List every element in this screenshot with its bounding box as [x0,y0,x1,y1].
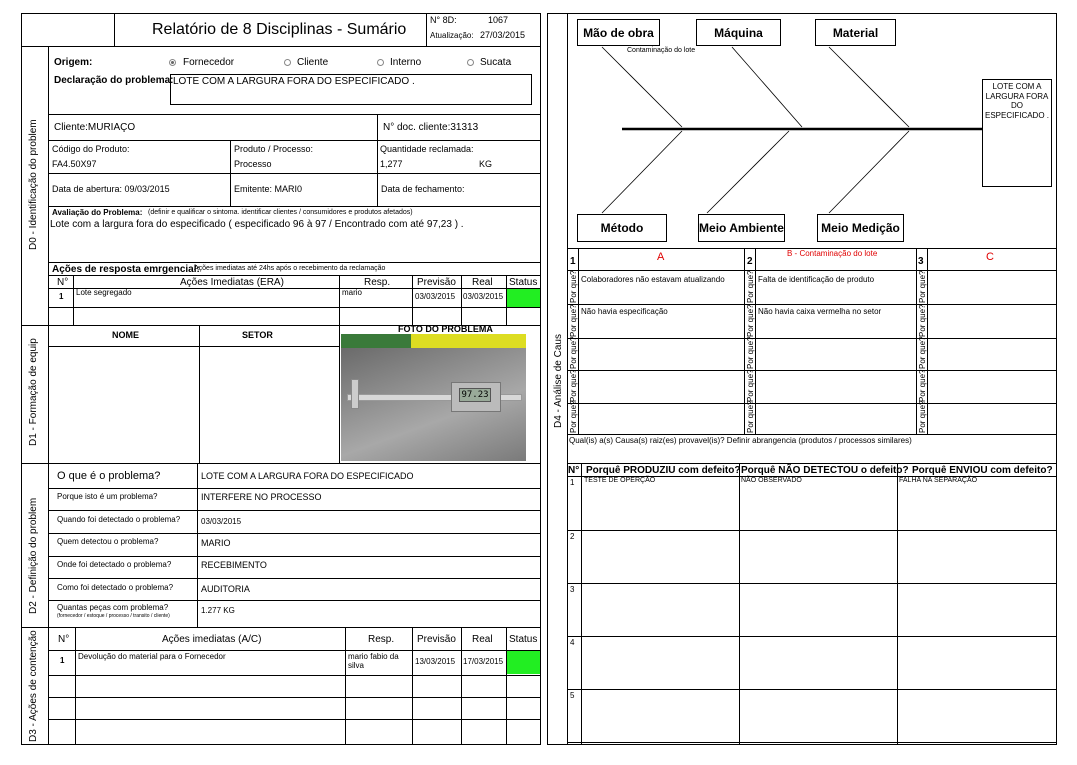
d2-q4: Quem detectou o problema? [57,537,159,546]
porque-c1: Por que? [918,270,927,303]
quantidade-label: Quantidade reclamada: [380,144,474,154]
why-row-3-n: 3 [570,585,575,594]
d2-q6: Como foi detectado o problema? [57,583,174,592]
declaracao-value: LOTE COM A LARGURA FORA DO ESPECIFICADO . [173,76,415,87]
avaliacao-label: Avaliação do Problema: [52,208,143,217]
col1-label: A [657,251,665,263]
porque-b1: Por que? [746,270,755,303]
d0-status-green [507,289,540,307]
d3-th-previsao: Previsão [417,634,456,645]
d3-th-acao: Ações imediatas (A/C) [162,634,262,645]
d2-q3: Quando foi detectado o problema? [57,515,181,524]
d3-th-status: Status [509,634,538,645]
d0-row-previsao: 03/03/2015 [415,292,456,301]
d4-section-label: D4 - Análise de Caus [553,334,564,428]
effect-text: LOTE COM A LARGURA FORA DO ESPECIFICADO . [984,82,1049,120]
d2-q5: Onde foi detectado o problema? [57,560,172,569]
cliente: Cliente:MURIAÇO [54,122,136,133]
caliper-display: 97.23 [459,388,491,402]
d0-th-acao: Ações Imediatas (ERA) [180,277,284,288]
col3-label: C [986,251,994,263]
porque-c5: Por que? [918,400,927,433]
produto-value: Processo [234,159,272,169]
why-row-1-n: 1 [570,478,575,487]
problem-photo [341,334,526,461]
d3-row-n: 1 [60,656,65,665]
d2-section-label: D2 - Definição do problem [28,497,39,614]
d2-a4: MARIO [201,538,231,548]
d2-q1: O que é o problema? [57,470,161,482]
root-cause-question: Qual(is) a(s) Causa(s) raiz(es) provavel(is)? Definir abrangencia (produtos / processos similares) [569,436,912,445]
radio-fornecedor[interactable] [169,59,176,66]
d3-section-label: D3 - Ações de contenção [28,630,39,742]
d2-q2: Porque isto é um problema? [57,492,158,501]
cause-a2: Não havia especificação [581,307,668,316]
why-row-1-enviou: FALHA NA SEPARAÇÃO [899,477,978,484]
porque-a1: Por que? [569,270,578,303]
data-abertura: Data de abertura: 09/03/2015 [52,184,170,194]
cause-a1: Colaboradores não estavam atualizando [581,275,725,284]
declaracao-label: Declaração do problema: [54,75,174,86]
origem-cliente: Cliente [297,57,329,68]
data-fechamento: Data de fechamento: [381,184,465,194]
d2-a1: LOTE COM A LARGURA FORA DO ESPECIFICADO [201,471,414,481]
d2-q7-hint: (fornecedor / estoque / processo / transito / cliente) [57,613,170,619]
why-th-produziu: Porquê PRODUZIU com defeito? [586,465,741,476]
porque-a5: Por que? [569,400,578,433]
doc-cliente: N° doc. cliente:31313 [383,122,479,133]
d3-row-acao: Devolução do material para o Fornecedor [78,652,226,661]
why-row-1-produziu: TESTE DE OPERÇÃO [584,477,656,484]
porque-c4: Por que? [918,369,927,402]
porque-a4: Por que? [569,369,578,402]
d3-row-previsao: 13/03/2015 [415,657,456,666]
codigo-label: Código do Produto: [52,144,130,154]
atualizacao-label: Atualização: [430,31,474,40]
emitente: Emitente: MARI0 [234,184,303,194]
avaliacao-value: Lote com a largura fora do especificado ( especificado 96 à 97 / Encontrado com até 97,23 ) . [50,219,464,230]
why-row-4-n: 4 [570,638,575,647]
porque-c3: Por que? [918,336,927,369]
caliper-jaw [351,379,359,409]
acoes-hint: Ações imediatas até 24hs após o recebimento da reclamação [194,265,386,272]
d2-q7: Quantas peças com problema? [57,603,169,612]
photo-banner-logo [341,334,411,348]
origem-interno: Interno [390,57,422,68]
contaminacao-note: Contaminação do lote [627,47,696,54]
d0-th-previsao: Previsão [417,277,456,288]
porque-a3: Por que? [569,336,578,369]
why-row-1-detectou: NÃO OBSERVADO [741,477,802,484]
radio-cliente[interactable] [284,59,291,66]
cat-meio-ambiente: Meio Ambiente [698,214,785,242]
d0-section-label: D0 - Identificação do problem [28,119,39,250]
quantidade-value: 1,277 [380,159,403,169]
d0-th-resp: Resp. [364,277,391,288]
d2-a7: 1.277 KG [201,606,235,615]
cat-mao-de-obra: Mão de obra [577,19,660,46]
porque-b2: Por que? [746,304,755,337]
d0-th-n: N° [57,277,69,288]
n8d-value: 1067 [488,15,509,25]
d1-section-label: D1 - Formação de equip [28,338,39,446]
cat-maquina: Máquina [696,19,781,46]
d0-row-real: 03/03/2015 [463,292,504,301]
cause-b2: Não havia caixa vermelha no setor [758,307,882,316]
d0-row-resp: mario [342,288,363,297]
col3-n: 3 [918,256,924,267]
n8d-label: N° 8D: [430,15,457,25]
atualizacao-value: 27/03/2015 [480,30,526,40]
porque-b4: Por que? [746,369,755,402]
d0-row-n: 1 [59,292,64,301]
d2-a5: RECEBIMENTO [201,560,267,570]
report-title: Relatório de 8 Disciplinas - Sumário [152,21,407,38]
porque-b3: Por que? [746,336,755,369]
d2-a2: INTERFERE NO PROCESSO [201,492,322,502]
d0-row-acao: Lote segregado [76,288,132,297]
why-th-detectou: Porquê NÃO DETECTOU o defeito? [741,465,909,476]
radio-sucata[interactable] [467,59,474,66]
d2-a3: 03/03/2015 [201,517,242,526]
d3-row-real: 17/03/2015 [463,657,504,666]
col1-n: 1 [570,256,576,267]
d1-setor-header: SETOR [242,330,273,340]
d2-a6: AUDITORIA [201,584,250,594]
why-th-n: N° [568,465,580,476]
why-row-5-n: 5 [570,691,575,700]
origem-sucata: Sucata [480,57,512,68]
avaliacao-hint: (definir e qualificar o sintoma. identificar clientes / consumidores e produtos afetados) [148,209,413,216]
col2-label: B - Contaminação do lote [787,249,878,258]
cat-metodo: Método [577,214,667,242]
foto-header: FOTO DO PROBLEMA [398,324,493,334]
d3-th-real: Real [472,634,493,645]
porque-c2: Por que? [918,304,927,337]
cat-meio-medicao: Meio Medição [817,214,904,242]
d1-nome-header: NOME [112,330,139,340]
cat-material: Material [815,19,896,46]
porque-a2: Por que? [569,304,578,337]
acoes-label: Ações de resposta emrgencial: [52,264,200,275]
cause-b1: Falta de identificação de produto [758,275,875,284]
origem-label: Origem: [54,57,93,68]
origem-fornecedor: Fornecedor [183,57,235,68]
radio-interno[interactable] [377,59,384,66]
col2-n: 2 [747,256,753,267]
d3-row-resp: mario fabio da silva [348,652,399,670]
codigo-value: FA4.50X97 [52,159,97,169]
quantidade-unit: KG [479,159,493,169]
d0-th-status: Status [509,277,538,288]
why-row-2-n: 2 [570,532,575,541]
d3-th-n: N° [58,634,70,645]
why-th-enviou: Porquê ENVIOU com defeito? [912,465,1053,476]
porque-b5: Por que? [746,400,755,433]
d3-th-resp: Resp. [368,634,395,645]
d0-th-real: Real [472,277,493,288]
produto-label: Produto / Processo: [234,144,314,154]
d3-status-green [507,651,540,674]
